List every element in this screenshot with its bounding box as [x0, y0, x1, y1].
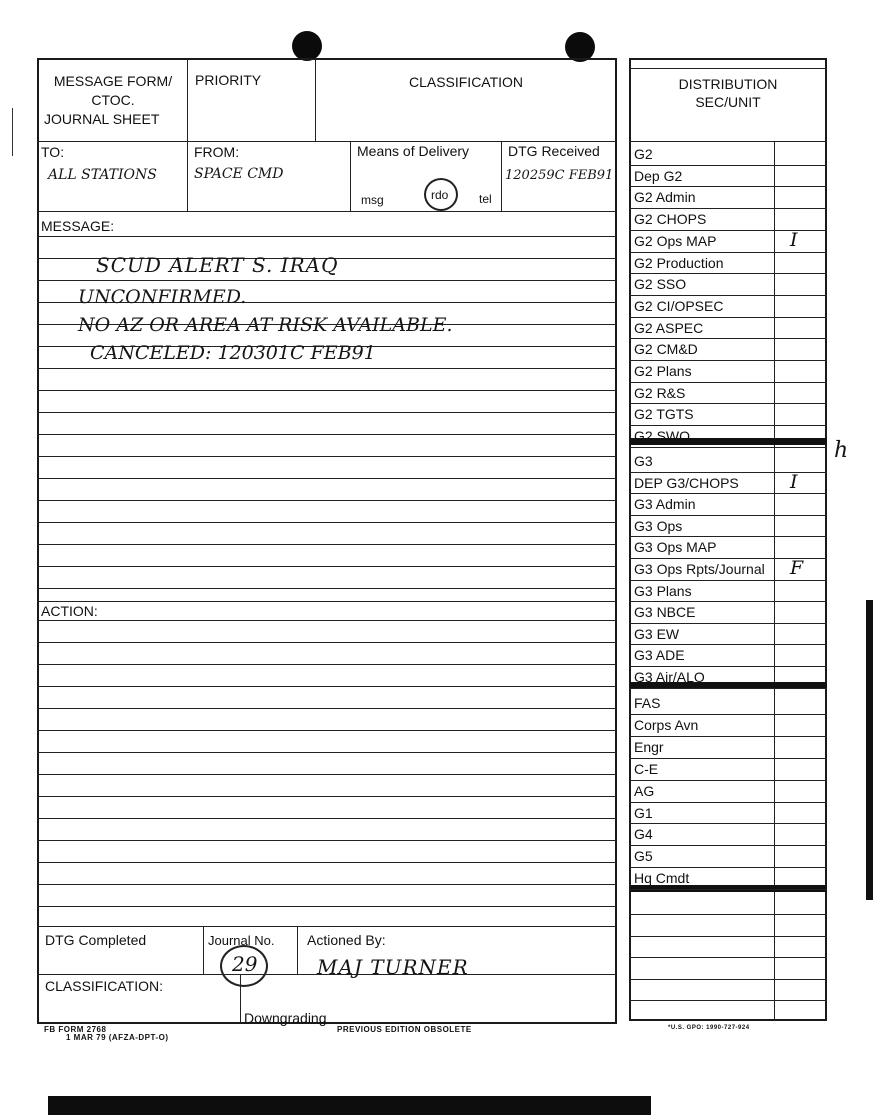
distribution-row-rule	[629, 889, 827, 890]
distribution-row-label: Hq Cmdt	[634, 870, 690, 887]
message-label: MESSAGE:	[41, 218, 115, 234]
distribution-row-label: Corps Avn	[634, 716, 699, 733]
distribution-header-line-2: SEC/UNIT	[695, 94, 761, 110]
distribution-row	[632, 644, 822, 666]
distribution-row	[632, 580, 822, 602]
distribution-row	[632, 601, 822, 623]
message-form	[37, 58, 617, 1024]
distribution-row	[632, 165, 822, 187]
distribution-row	[632, 230, 822, 252]
distribution-row	[632, 736, 822, 758]
distribution-row-label: G2 R&S	[634, 384, 686, 401]
distribution-row-label: G3 Admin	[634, 496, 696, 513]
form-title-line-3: JOURNAL SHEET	[44, 111, 160, 127]
distribution-row-label: Engr	[634, 738, 664, 755]
distribution-row-label: G1	[634, 804, 653, 821]
classification-label: CLASSIFICATION	[408, 74, 524, 90]
distribution-row-label: Dep G2	[634, 167, 683, 184]
distribution-row	[632, 360, 822, 382]
distribution-empty-rule	[629, 936, 827, 937]
scan-edge-mark	[12, 108, 13, 156]
distribution-row-label: G5	[634, 848, 653, 865]
distribution-row	[632, 425, 822, 447]
distribution-row-label: G3 Air/ALO	[634, 669, 705, 685]
form-date: 1 MAR 79 (AFZA-DPT-O)	[66, 1033, 169, 1042]
distribution-row	[632, 338, 822, 360]
distribution-row-label: G2 Admin	[634, 189, 696, 206]
distribution-row-label: G3 EW	[634, 625, 680, 642]
distribution-row-label: G3 Ops	[634, 517, 683, 534]
distribution-row-rule	[629, 447, 827, 448]
distribution-row-label: G2 CI/OPSEC	[634, 297, 724, 314]
distribution-row-label: G2 SWO	[634, 428, 691, 445]
means-rdo-option: rdo	[431, 188, 449, 202]
downgrading-label: Downgrading	[244, 1010, 327, 1026]
distribution-empty-rule	[629, 979, 827, 980]
scan-right-bar	[866, 600, 873, 900]
means-of-delivery-label: Means of Delivery	[357, 143, 470, 159]
distribution-row-label: DEP G3/CHOPS	[634, 474, 739, 491]
distribution-header-line-1: DISTRIBUTION	[678, 76, 778, 92]
distribution-row	[632, 558, 822, 580]
form-number: FB FORM 2768	[44, 1025, 107, 1034]
form-title-line-1: MESSAGE FORM/	[53, 73, 173, 89]
distribution-row	[632, 493, 822, 515]
distribution-empty-rule	[629, 957, 827, 958]
distribution-row-label: G2 Ops MAP	[634, 232, 717, 249]
distribution-header	[631, 75, 825, 111]
message-line-2: UNCONFIRMED.	[78, 286, 247, 308]
distribution-row-label: G2	[634, 146, 653, 162]
to-label: TO:	[41, 144, 65, 160]
distribution-row	[632, 143, 822, 165]
distribution-row	[632, 536, 822, 558]
distribution-empty-rule	[629, 914, 827, 915]
form-title	[40, 72, 186, 129]
distribution-row	[632, 252, 822, 274]
distribution-row-label: G2 ASPEC	[634, 319, 704, 336]
from-value: SPACE CMD	[194, 166, 284, 182]
distribution-empty-rule	[629, 1000, 827, 1001]
dtg-received-label: DTG Received	[508, 143, 600, 159]
binder-hole-left	[292, 31, 322, 61]
distribution-row	[632, 450, 822, 472]
form-title-line-2: CTOC.	[91, 92, 135, 108]
dtg-completed-label: DTG Completed	[45, 932, 147, 948]
distribution-row	[632, 802, 822, 824]
distribution-row	[632, 823, 822, 845]
distribution-row	[632, 295, 822, 317]
distribution-row	[632, 403, 822, 425]
message-line-3: NO AZ OR AREA AT RISK AVAILABLE.	[78, 314, 453, 336]
distribution-row-label: FAS	[634, 695, 661, 711]
distribution-row-label: G3 Plans	[634, 582, 692, 599]
distribution-row	[632, 666, 822, 688]
distribution-row	[632, 845, 822, 867]
rdo-selection-circle	[424, 178, 458, 211]
distribution-row	[632, 515, 822, 537]
journal-no-value: 29	[232, 952, 258, 976]
distribution-row	[632, 623, 822, 645]
scan-bottom-bar	[48, 1096, 651, 1115]
actioned-by-label: Actioned By:	[307, 932, 386, 948]
distribution-row-mark: F	[790, 557, 804, 579]
distribution-row-mark: I	[790, 470, 798, 493]
distribution-row-label: G2 TGTS	[634, 406, 694, 423]
distribution-row-label: AG	[634, 782, 655, 799]
distribution-row-label: C-E	[634, 760, 659, 777]
dtg-received-value: 120259C FEB91	[505, 168, 614, 183]
distribution-row	[632, 472, 822, 494]
distribution-row-label: G3 Ops MAP	[634, 539, 717, 556]
means-tel-option: tel	[479, 192, 492, 206]
message-line-4: CANCELED: 120301C FEB91	[90, 342, 376, 364]
distribution-row-label: G3 Ops Rpts/Journal	[634, 561, 765, 577]
distribution-row-label: G2 Production	[634, 254, 724, 271]
distribution-row-label: G2 Plans	[634, 363, 692, 379]
distribution-row	[632, 317, 822, 339]
means-msg-option: msg	[361, 193, 384, 207]
to-value: ALL STATIONS	[48, 167, 157, 183]
distribution-row-label: G2 CM&D	[634, 341, 698, 358]
journal-no-label: Journal No.	[208, 933, 275, 948]
previous-edition-note: PREVIOUS EDITION OBSOLETE	[337, 1025, 472, 1034]
from-label: FROM:	[194, 144, 240, 160]
distribution-row	[632, 780, 822, 802]
distribution-row-label: G4	[634, 826, 653, 843]
distribution-row	[632, 692, 822, 714]
distribution-side-mark: h	[834, 438, 849, 463]
distribution-row	[632, 186, 822, 208]
distribution-row	[632, 714, 822, 736]
distribution-row-label: G3 NBCE	[634, 604, 696, 621]
distribution-row-label: G3 ADE	[634, 647, 685, 664]
distribution-row	[632, 273, 822, 295]
distribution-row	[632, 382, 822, 404]
bottom-classification-label: CLASSIFICATION:	[45, 978, 163, 994]
actioned-by-value: MAJ TURNER	[317, 955, 469, 979]
distribution-row	[632, 758, 822, 780]
message-line-1: SCUD ALERT S. IRAQ	[96, 253, 339, 277]
distribution-row	[632, 867, 822, 889]
distribution-row-label: G2 SSO	[634, 276, 687, 293]
distribution-row	[632, 208, 822, 230]
distribution-row-label: G2 CHOPS	[634, 211, 707, 228]
distribution-row-rule	[629, 688, 827, 689]
action-label: ACTION:	[41, 603, 98, 619]
distribution-row-mark: I	[790, 228, 798, 251]
gpo-note: *U.S. GPO: 1990-727-924	[668, 1025, 750, 1031]
priority-label: PRIORITY	[195, 72, 262, 88]
distribution-row-label: G3	[634, 453, 653, 469]
